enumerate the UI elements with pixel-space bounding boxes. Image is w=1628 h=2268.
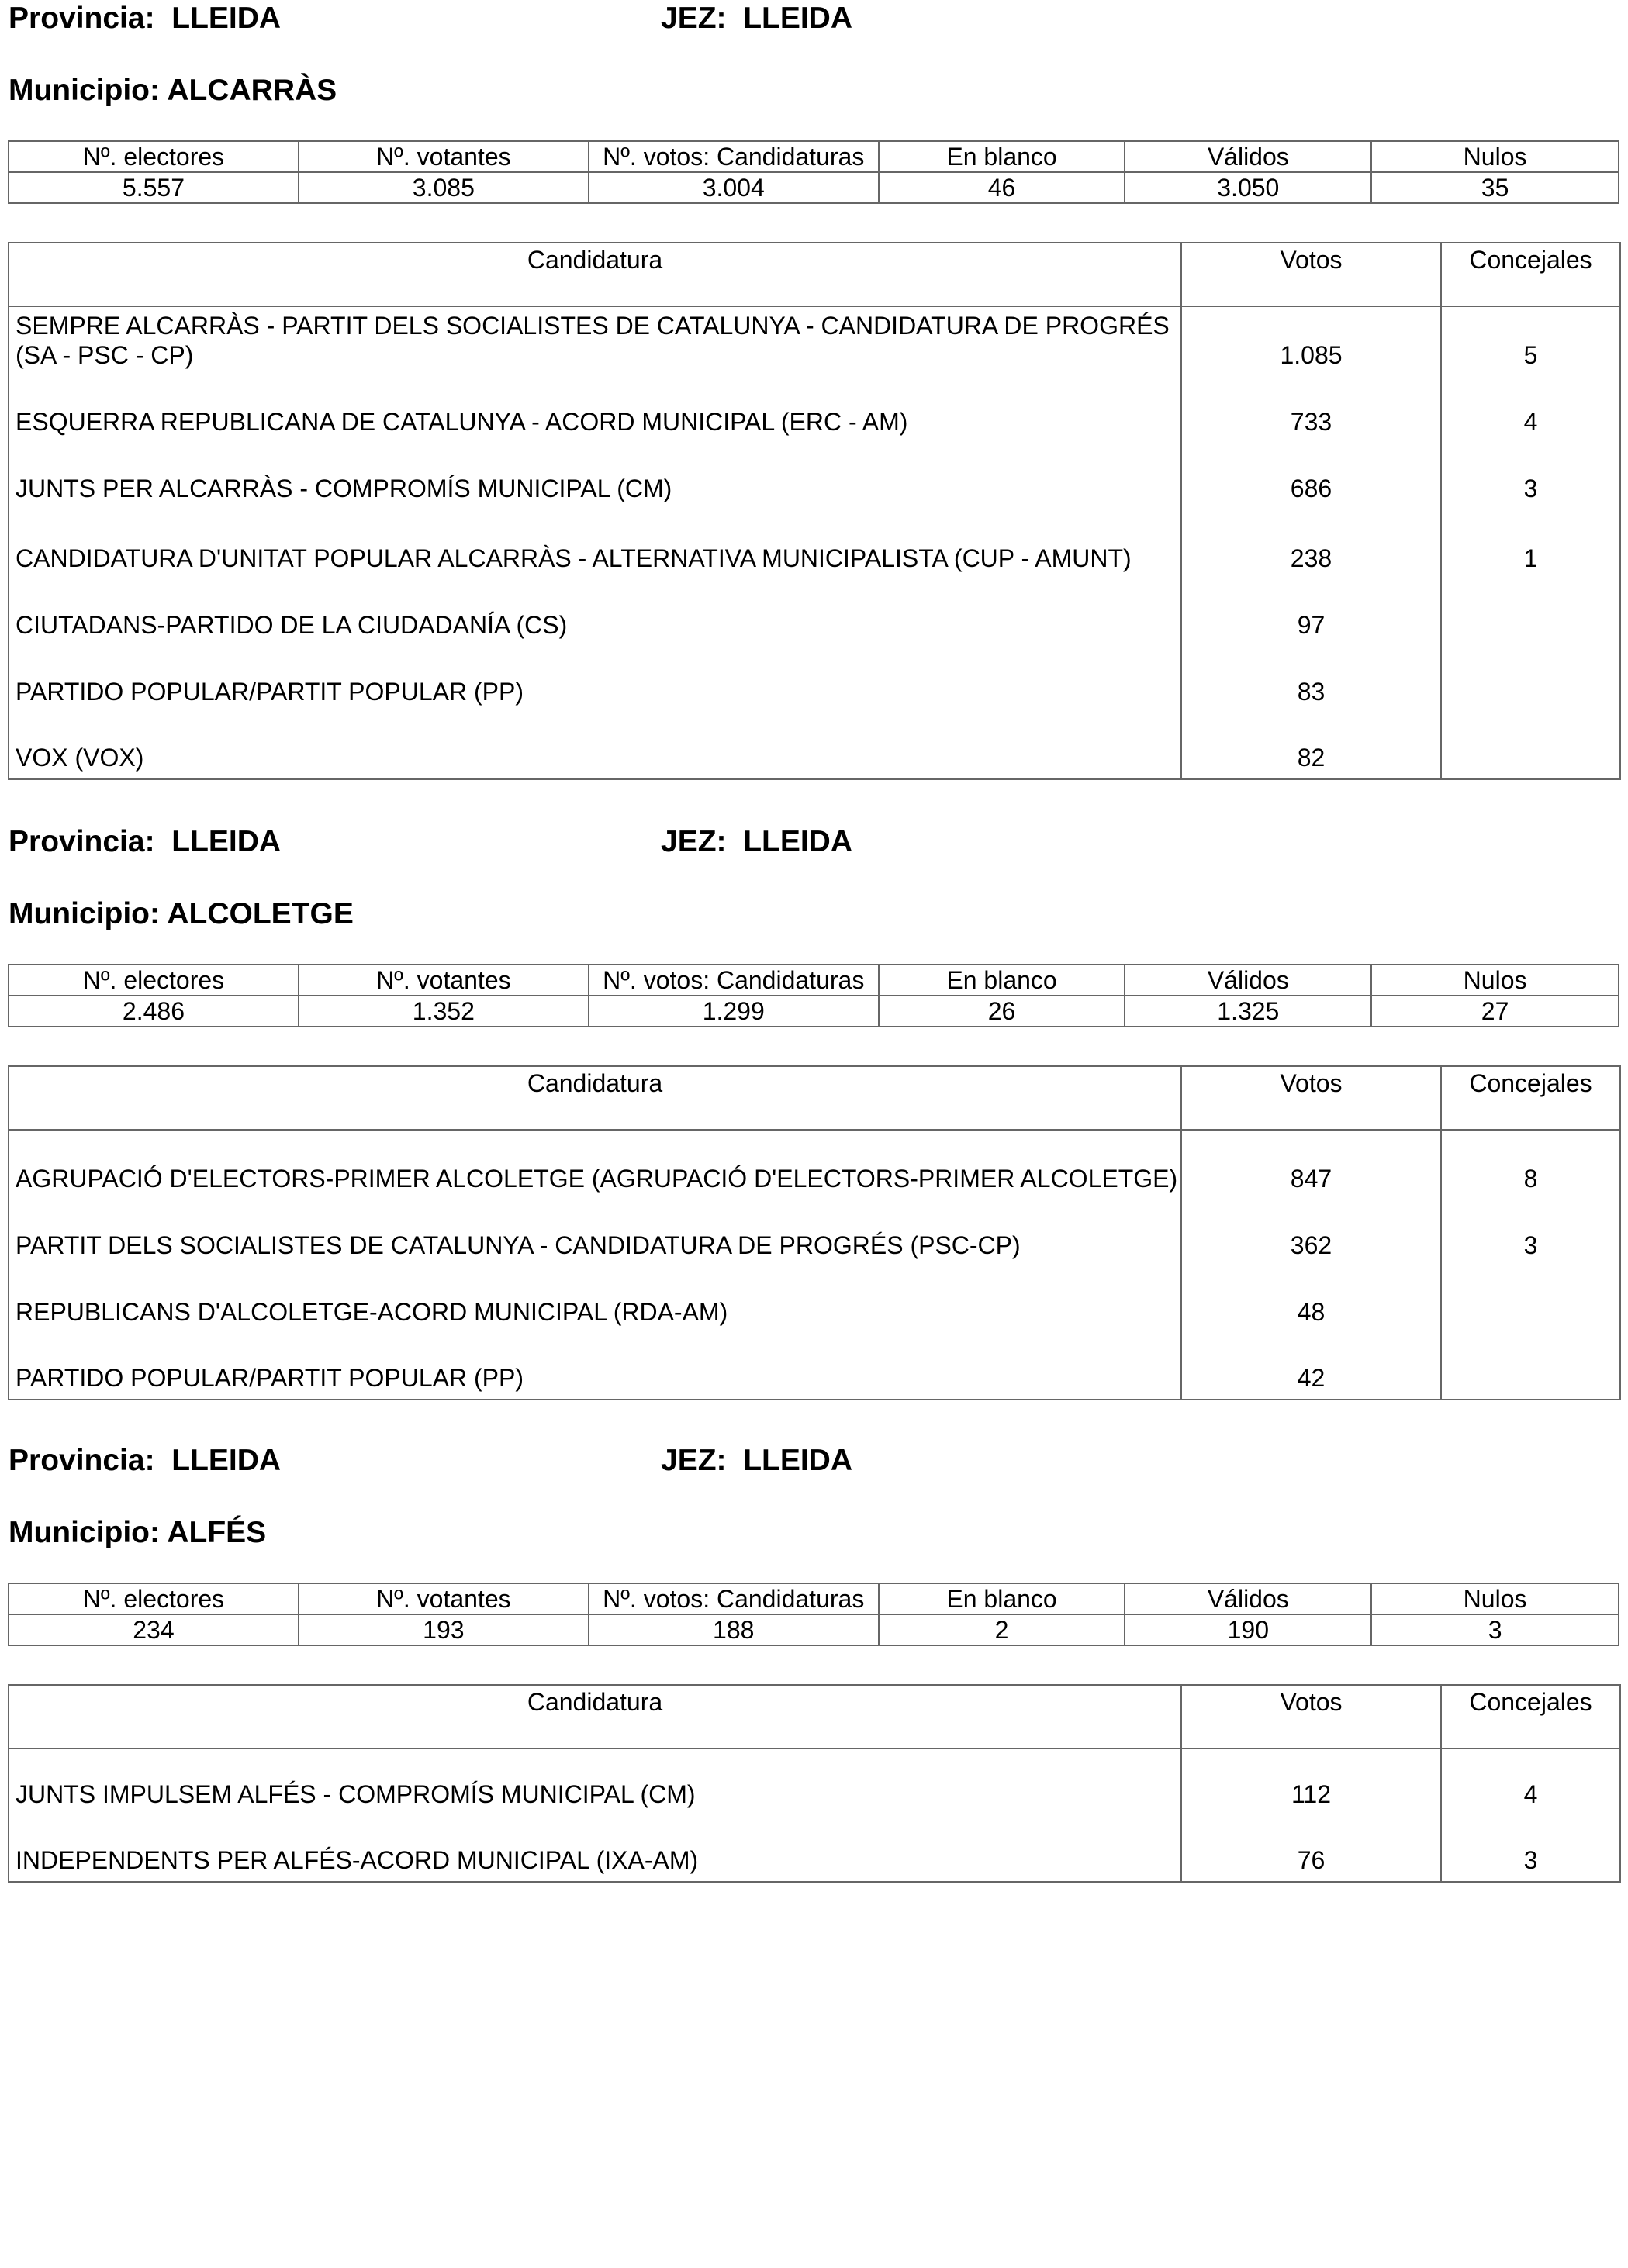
candidatura-row [9,443,1620,509]
candidatura-concejales: 3 [1441,1815,1620,1882]
candidatura-name: PARTIT DELS SOCIALISTES DE CATALUNYA - CANDIDATURA DE PROGRÉS (PSC-CP) [9,1200,1181,1266]
stats-header-cell: Nº. votos: Candidaturas [589,141,879,172]
candidaturas-header-cell: Concejales [1441,243,1620,306]
municipio-value: ALFÉS [167,1516,267,1549]
candidaturas-header-cell: Candidatura [9,1066,1181,1130]
candidatura-row [9,579,1620,646]
candidatura-votos: 83 [1181,646,1441,713]
candidatura-votos: 76 [1181,1815,1441,1882]
candidaturas-table [8,1065,1621,1400]
candidatura-concejales [1441,1266,1620,1333]
stats-value-cell: 1.299 [589,996,879,1027]
stats-header-cell: Nº. votantes [299,965,589,996]
candidatura-votos: 112 [1181,1748,1441,1815]
candidatura-concejales [1441,579,1620,646]
stats-value-cell: 188 [589,1614,879,1645]
stats-header-cell: Nº. electores [9,141,299,172]
jez-value: LLEIDA [743,1444,853,1477]
candidaturas-header-row [9,1685,1620,1748]
stats-value-cell: 46 [879,172,1125,203]
stats-value-row [9,996,1619,1027]
stats-value-cell: 35 [1371,172,1619,203]
candidatura-concejales: 8 [1441,1130,1620,1200]
stats-header-cell: Nº. votantes [299,141,589,172]
candidatura-concejales: 3 [1441,1200,1620,1266]
municipio-heading: Municipio: ALCOLETGE [9,897,354,930]
candidatura-concejales [1441,1333,1620,1400]
candidatura-name: PARTIDO POPULAR/PARTIT POPULAR (PP) [9,646,1181,713]
candidaturas-table [8,242,1621,780]
stats-value-cell: 1.325 [1125,996,1371,1027]
candidatura-concejales: 5 [1441,306,1620,376]
jez-value: LLEIDA [743,2,853,35]
candidatura-votos: 1.085 [1181,306,1441,376]
stats-header-cell: Válidos [1125,965,1371,996]
candidatura-name: SEMPRE ALCARRÀS - PARTIT DELS SOCIALISTES DE CATALUNYA - CANDIDATURA DE PROGRÉS (SA - PSC - CP) [9,306,1181,376]
candidatura-row [9,1815,1620,1882]
municipio-value: ALCARRÀS [167,74,337,107]
candidatura-votos: 847 [1181,1130,1441,1200]
jez-value: LLEIDA [743,825,853,858]
candidatura-name: REPUBLICANS D'ALCOLETGE-ACORD MUNICIPAL (RDA-AM) [9,1266,1181,1333]
stats-value-cell: 3 [1371,1614,1619,1645]
candidatura-votos: 42 [1181,1333,1441,1400]
candidatura-concejales [1441,646,1620,713]
candidaturas-header-cell: Concejales [1441,1685,1620,1748]
candidatura-row [9,1200,1620,1266]
candidatura-name: CANDIDATURA D'UNITAT POPULAR ALCARRÀS - ALTERNATIVA MUNICIPALISTA (CUP - AMUNT) [9,509,1181,579]
stats-table [8,140,1619,204]
stats-value-cell: 1.352 [299,996,589,1027]
candidatura-votos: 82 [1181,713,1441,779]
stats-value-cell: 234 [9,1614,299,1645]
candidatura-concejales: 3 [1441,443,1620,509]
stats-header-cell: Válidos [1125,1583,1371,1614]
candidatura-votos: 238 [1181,509,1441,579]
stats-value-cell: 5.557 [9,172,299,203]
candidaturas-header-cell: Concejales [1441,1066,1620,1130]
candidatura-row [9,509,1620,579]
stats-header-cell: Nº. electores [9,1583,299,1614]
provincia-heading: Provincia: LLEIDA [9,1444,282,1477]
stats-table [8,964,1619,1027]
stats-value-cell: 3.050 [1125,172,1371,203]
candidatura-name: JUNTS PER ALCARRÀS - COMPROMÍS MUNICIPAL (CM) [9,443,1181,509]
stats-value-cell: 27 [1371,996,1619,1027]
stats-header-cell: Nº. votantes [299,1583,589,1614]
stats-value-row [9,1614,1619,1645]
stats-header-cell: Válidos [1125,141,1371,172]
candidatura-row [9,376,1620,443]
stats-header-cell: Nº. electores [9,965,299,996]
candidatura-name: VOX (VOX) [9,713,1181,779]
municipality-block [0,0,1628,826]
candidatura-votos: 97 [1181,579,1441,646]
stats-header-cell: En blanco [879,1583,1125,1614]
jez-heading: JEZ: LLEIDA [661,1444,853,1477]
candidatura-name: CIUTADANS-PARTIDO DE LA CIUDADANÍA (CS) [9,579,1181,646]
candidatura-name: JUNTS IMPULSEM ALFÉS - COMPROMÍS MUNICIPAL (CM) [9,1748,1181,1815]
candidatura-row [9,1130,1620,1200]
stats-value-cell: 2 [879,1614,1125,1645]
stats-header-cell: Nulos [1371,141,1619,172]
stats-value-cell: 190 [1125,1614,1371,1645]
stats-header-cell: Nulos [1371,1583,1619,1614]
candidaturas-table [8,1684,1621,1883]
candidaturas-header-cell: Votos [1181,1685,1441,1748]
candidaturas-header-cell: Votos [1181,243,1441,306]
candidaturas-header-row [9,1066,1620,1130]
candidaturas-header-cell: Candidatura [9,1685,1181,1748]
stats-header-row [9,1583,1619,1614]
stats-header-cell: En blanco [879,141,1125,172]
candidatura-name: PARTIDO POPULAR/PARTIT POPULAR (PP) [9,1333,1181,1400]
stats-value-cell: 2.486 [9,996,299,1027]
provincia-heading: Provincia: LLEIDA [9,825,282,858]
provincia-heading: Provincia: LLEIDA [9,2,282,35]
candidaturas-header-cell: Candidatura [9,243,1181,306]
stats-value-cell: 3.004 [589,172,879,203]
candidatura-row [9,1333,1620,1400]
candidatura-concejales: 4 [1441,1748,1620,1815]
municipio-value: ALCOLETGE [167,897,354,930]
candidatura-name: ESQUERRA REPUBLICANA DE CATALUNYA - ACORD MUNICIPAL (ERC - AM) [9,376,1181,443]
candidatura-name: AGRUPACIÓ D'ELECTORS-PRIMER ALCOLETGE (AGRUPACIÓ D'ELECTORS-PRIMER ALCOLETGE) [9,1130,1181,1200]
candidatura-name: INDEPENDENTS PER ALFÉS-ACORD MUNICIPAL (IXA-AM) [9,1815,1181,1882]
candidaturas-header-cell: Votos [1181,1066,1441,1130]
stats-header-cell: En blanco [879,965,1125,996]
stats-value-cell: 26 [879,996,1125,1027]
candidatura-row [9,306,1620,376]
stats-value-row [9,172,1619,203]
provincia-value: LLEIDA [171,825,282,858]
municipio-heading: Municipio: ALCARRÀS [9,74,337,107]
candidaturas-header-row [9,243,1620,306]
stats-header-cell: Nº. votos: Candidaturas [589,1583,879,1614]
jez-heading: JEZ: LLEIDA [661,825,853,858]
candidatura-row [9,713,1620,779]
municipio-heading: Municipio: ALFÉS [9,1516,267,1549]
jez-heading: JEZ: LLEIDA [661,2,853,35]
candidatura-votos: 686 [1181,443,1441,509]
candidatura-row [9,1266,1620,1333]
candidatura-votos: 733 [1181,376,1441,443]
stats-table [8,1583,1619,1646]
provincia-value: LLEIDA [171,1444,282,1477]
candidatura-row [9,1748,1620,1815]
candidatura-concejales: 1 [1441,509,1620,579]
stats-header-cell: Nulos [1371,965,1619,996]
candidatura-votos: 362 [1181,1200,1441,1266]
candidatura-concejales: 4 [1441,376,1620,443]
provincia-value: LLEIDA [171,2,282,35]
candidatura-votos: 48 [1181,1266,1441,1333]
stats-header-cell: Nº. votos: Candidaturas [589,965,879,996]
stats-value-cell: 193 [299,1614,589,1645]
stats-value-cell: 3.085 [299,172,589,203]
candidatura-concejales [1441,713,1620,779]
stats-header-row [9,965,1619,996]
stats-header-row [9,141,1619,172]
candidatura-row [9,646,1620,713]
municipality-block [0,1442,1628,2268]
